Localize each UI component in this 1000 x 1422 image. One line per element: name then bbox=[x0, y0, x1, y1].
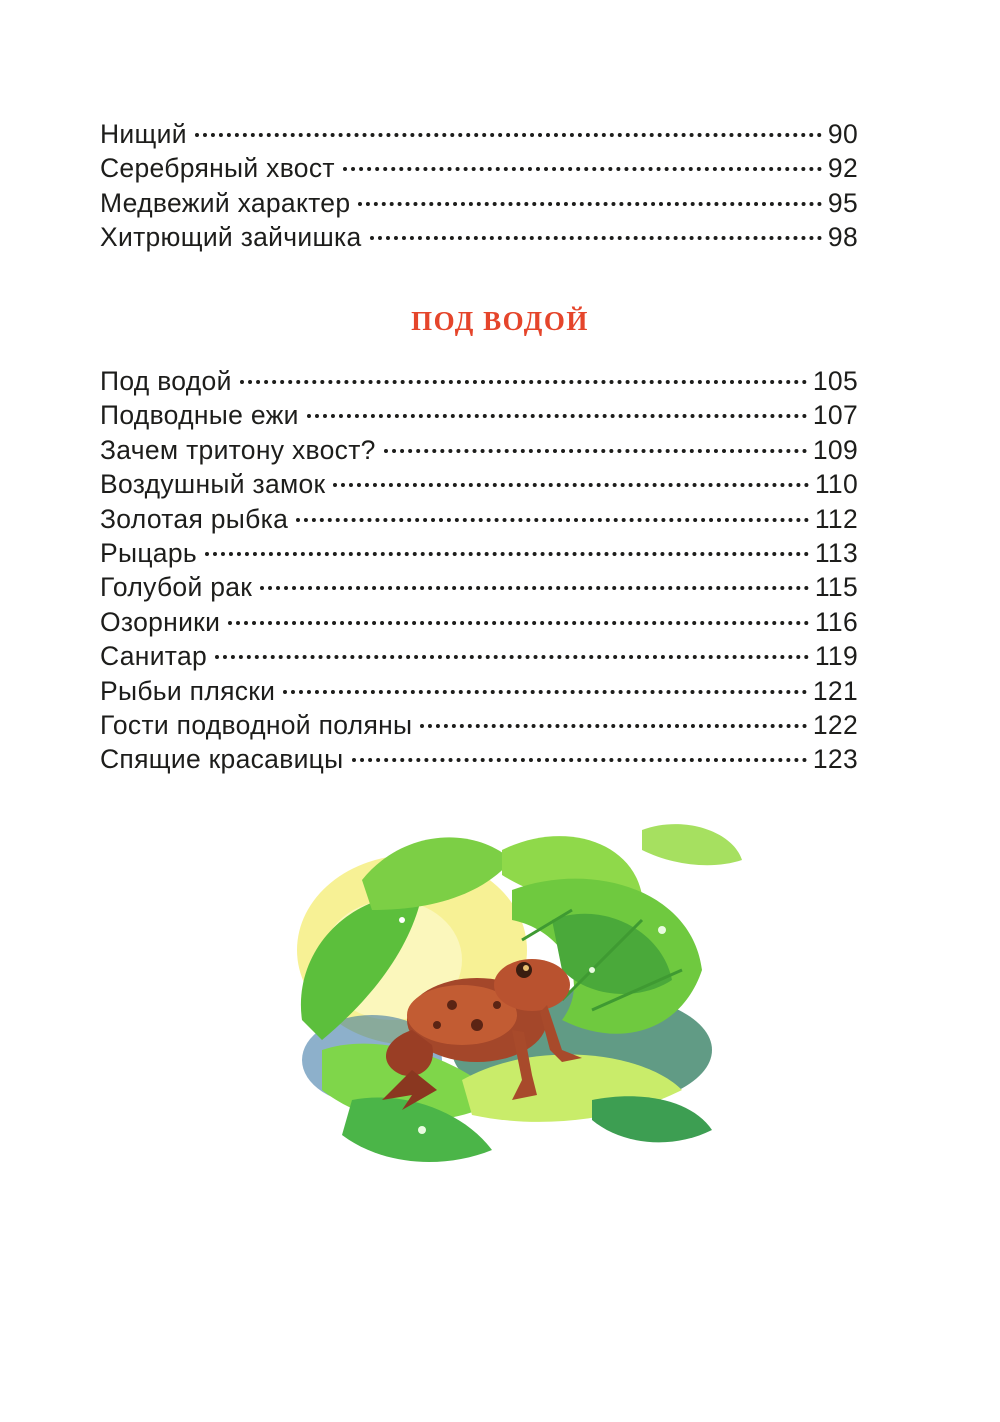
toc-page-number: 112 bbox=[814, 503, 858, 534]
dot-leader bbox=[205, 552, 809, 556]
toc-page-number: 121 bbox=[812, 675, 858, 706]
toc-title: Гости подводной поляны bbox=[100, 709, 413, 740]
dot-leader bbox=[358, 202, 822, 206]
toc-row[interactable] bbox=[100, 467, 858, 501]
toc-title: Рыбьи пляски bbox=[100, 675, 276, 706]
toc-row[interactable] bbox=[100, 398, 858, 432]
toc-title: Голубой рак bbox=[100, 572, 253, 603]
frog-illustration bbox=[262, 800, 762, 1200]
dot-leader bbox=[195, 133, 822, 137]
toc-title: Нищий bbox=[100, 119, 187, 149]
toc-row[interactable] bbox=[100, 186, 858, 220]
toc-title: Подводные ежи bbox=[100, 400, 299, 431]
dot-leader bbox=[307, 414, 807, 418]
toc-page-number: 116 bbox=[814, 606, 858, 637]
toc-title: Серебряный хвост bbox=[100, 153, 335, 184]
toc-row[interactable] bbox=[100, 708, 858, 742]
dot-leader bbox=[260, 586, 809, 590]
toc-row[interactable] bbox=[100, 536, 858, 570]
toc-page-number: 92 bbox=[827, 153, 858, 184]
toc-row[interactable] bbox=[100, 639, 858, 673]
toc-page-number: 123 bbox=[812, 744, 858, 775]
dot-leader bbox=[296, 518, 809, 522]
toc-title: Спящие красавицы bbox=[100, 744, 344, 775]
toc-page-number: 95 bbox=[827, 187, 858, 218]
dot-leader bbox=[283, 690, 807, 694]
toc-row[interactable] bbox=[100, 742, 858, 776]
dot-leader bbox=[352, 758, 807, 762]
toc-title: Озорники bbox=[100, 606, 221, 637]
section-heading: ПОД ВОДОЙ bbox=[411, 306, 589, 336]
dot-leader bbox=[343, 167, 822, 171]
dot-leader bbox=[384, 449, 807, 453]
toc-title: Зачем тритону хвост? bbox=[100, 434, 376, 465]
frog-among-leaves-icon bbox=[262, 800, 762, 1200]
toc-page-number: 107 bbox=[812, 400, 858, 431]
toc-title: Хитрющий зайчишка bbox=[100, 222, 362, 253]
toc-title: Санитар bbox=[100, 641, 208, 672]
dot-leader bbox=[240, 380, 807, 384]
toc-page-number: 109 bbox=[812, 434, 858, 465]
dot-leader bbox=[215, 655, 809, 659]
toc-row[interactable] bbox=[100, 117, 858, 151]
toc-page-number: 90 bbox=[827, 119, 858, 149]
toc-page-number: 110 bbox=[814, 469, 858, 500]
toc-row[interactable] bbox=[100, 570, 858, 604]
toc-row[interactable] bbox=[100, 502, 858, 536]
dot-leader bbox=[420, 724, 807, 728]
toc-title: Золотая рыбка bbox=[100, 503, 289, 534]
toc-row[interactable] bbox=[100, 151, 858, 185]
toc-list-top bbox=[100, 117, 858, 255]
toc-list-section bbox=[100, 364, 858, 777]
toc-row[interactable] bbox=[100, 433, 858, 467]
toc-page-number: 115 bbox=[814, 572, 858, 603]
toc-title: Воздушный замок bbox=[100, 469, 326, 500]
toc-page-number: 113 bbox=[814, 537, 858, 568]
dot-leader bbox=[333, 483, 808, 487]
toc-row[interactable] bbox=[100, 220, 858, 254]
dot-leader bbox=[228, 621, 809, 625]
toc-title: Под водой bbox=[100, 366, 232, 396]
dot-leader bbox=[370, 236, 822, 240]
toc-row[interactable] bbox=[100, 605, 858, 639]
toc-page-number: 122 bbox=[812, 709, 858, 740]
toc-title: Рыцарь bbox=[100, 537, 197, 568]
toc-page-number: 105 bbox=[812, 366, 858, 396]
toc-page-number: 98 bbox=[827, 222, 858, 253]
toc-page-number: 119 bbox=[814, 641, 858, 672]
toc-row[interactable] bbox=[100, 674, 858, 708]
toc-row[interactable] bbox=[100, 364, 858, 398]
toc-title: Медвежий характер bbox=[100, 187, 351, 218]
